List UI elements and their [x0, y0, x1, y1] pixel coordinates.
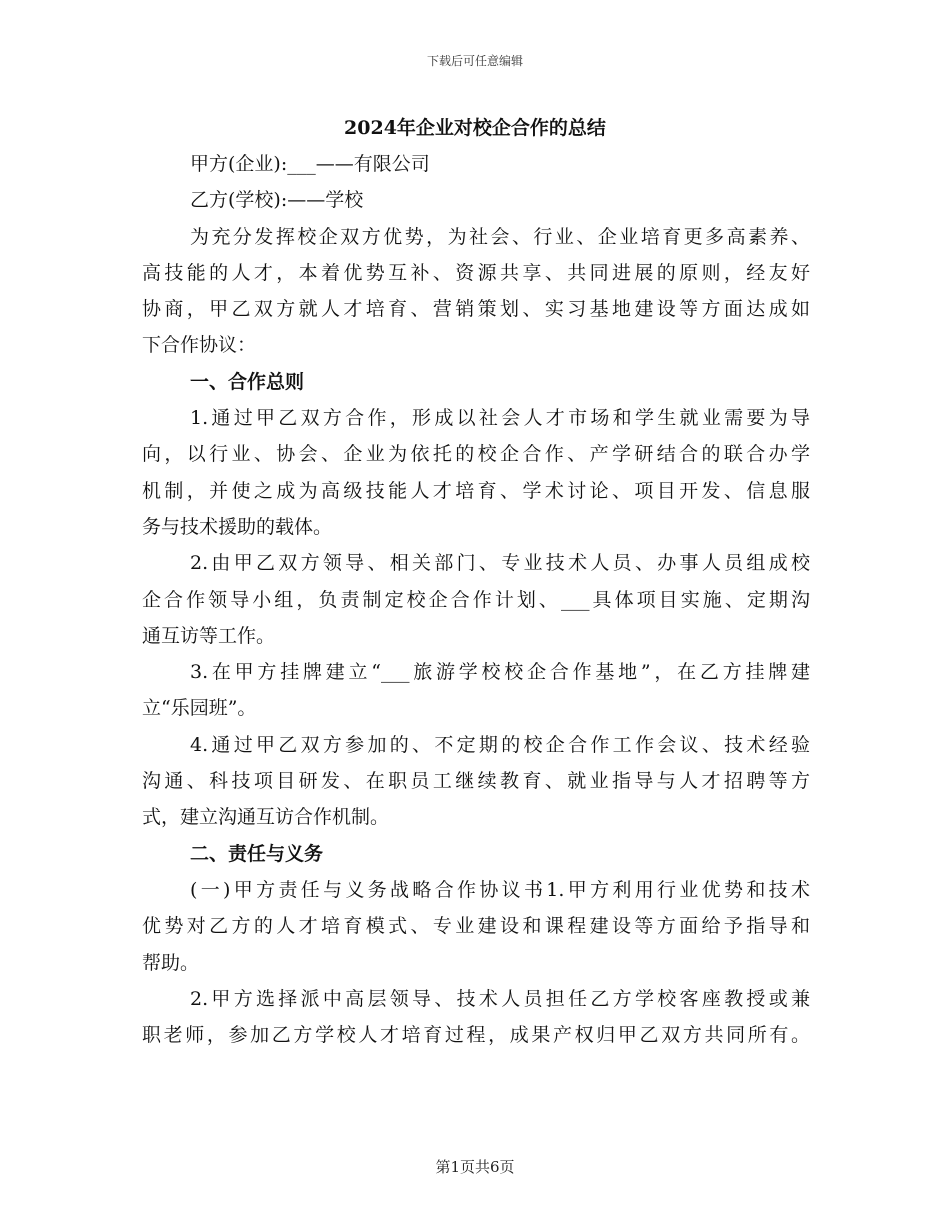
clause-line: 3.在甲方挂牌建立“___旅游学校校企合作基地”，在乙方挂牌建 — [190, 661, 810, 684]
clause-line: 机制，并使之成为高级技能人才培育、学术讨论、项目开发、信息服 — [142, 479, 810, 502]
clause-line: 2.由甲乙双方领导、相关部门、专业技术人员、办事人员组成校 — [190, 552, 810, 575]
intro-line: 协商，甲乙双方就人才培育、营销策划、实习基地建设等方面达成如 — [142, 298, 810, 321]
section-heading-general: 一、合作总则 — [190, 370, 305, 393]
header-note: 下载后可任意编辑 — [426, 54, 523, 68]
clause-line: 沟通、科技项目研发、在职员工继续教育、就业指导与人才招聘等方 — [142, 770, 810, 793]
intro-line: 高技能的人才，本着优势互补、资源共享、共同进展的原则，经友好 — [142, 261, 810, 284]
clause-line: 通互访等工作。 — [142, 624, 276, 647]
intro-line: 为充分发挥校企双方优势，为社会、行业、企业培育更多高素养、 — [190, 225, 810, 248]
party-b-line: 乙方(学校):——学校 — [190, 189, 364, 212]
section-heading-duties: 二、责任与义务 — [190, 842, 324, 865]
document-title: 2024年企业对校企合作的总结 — [344, 117, 606, 139]
clause-line: 立“乐园班”。 — [142, 697, 257, 720]
clause-line: 优势对乙方的人才培育模式、专业建设和课程建设等方面给予指导和 — [142, 915, 810, 938]
clause-line: 2.甲方选择派中高层领导、技术人员担任乙方学校客座教授或兼 — [190, 987, 810, 1010]
clause-line: 式，建立沟通互访合作机制。 — [142, 806, 390, 829]
clause-line: 向，以行业、协会、企业为依托的校企合作、产学研结合的联合办学 — [142, 443, 810, 466]
clause-line: 4.通过甲乙双方参加的、不定期的校企合作工作会议、技术经验 — [190, 733, 810, 756]
clause-line: 企合作领导小组，负责制定校企合作计划、___具体项目实施、定期沟 — [142, 588, 810, 611]
party-a-line: 甲方(企业):___——有限公司 — [190, 153, 430, 175]
clause-line: 帮助。 — [142, 951, 200, 974]
clause-line: 务与技术援助的载体。 — [142, 515, 333, 538]
clause-line: 职老师，参加乙方学校人才培育过程，成果产权归甲乙双方共同所有。 — [142, 1024, 810, 1047]
intro-line: 下合作协议： — [142, 334, 257, 357]
page-number-footer: 第1页共6页 — [435, 1158, 515, 1176]
clause-line: (一)甲方责任与义务战略合作协议书1.甲方利用行业优势和技术 — [190, 878, 810, 901]
document-body — [142, 146, 810, 1053]
clause-line: 1.通过甲乙双方合作，形成以社会人才市场和学生就业需要为导 — [190, 407, 810, 430]
